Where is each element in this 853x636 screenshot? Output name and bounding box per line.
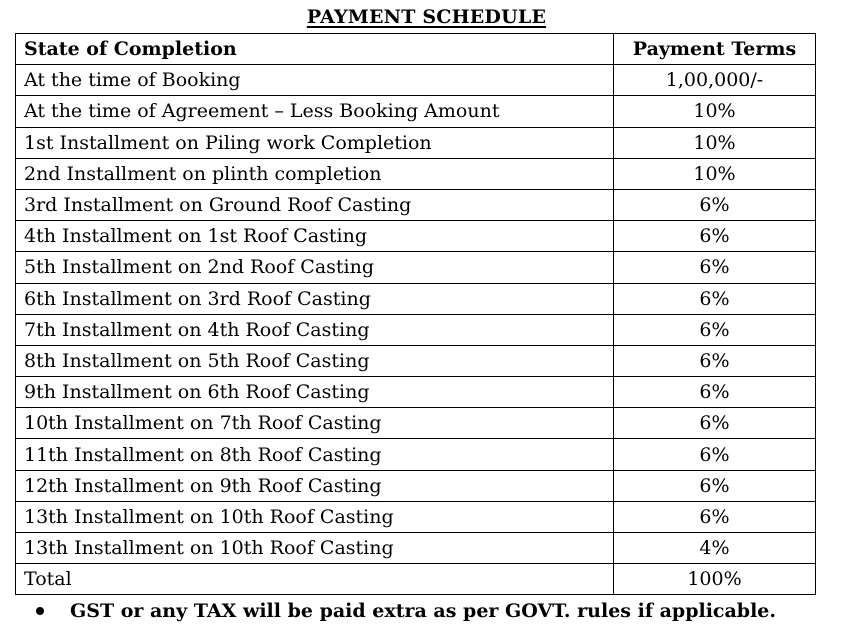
stage-cell: 10th Installment on 7th Roof Casting: [16, 408, 614, 439]
table-row: [16, 408, 816, 439]
terms-cell: 6%: [614, 314, 816, 345]
table-row: [16, 470, 816, 501]
page-title-text: PAYMENT SCHEDULE: [306, 6, 547, 28]
stage-cell: 13th Installment on 10th Roof Casting: [16, 533, 614, 564]
terms-cell: 6%: [614, 501, 816, 532]
stage-cell: 3rd Installment on Ground Roof Casting: [16, 189, 614, 220]
tax-note: [36, 600, 776, 622]
table-row: [16, 345, 816, 376]
page-title: [0, 6, 853, 28]
stage-cell: 6th Installment on 3rd Roof Casting: [16, 283, 614, 314]
header-terms: Payment Terms: [614, 34, 816, 65]
table-row: [16, 189, 816, 220]
terms-cell: 6%: [614, 408, 816, 439]
table-row: [16, 158, 816, 189]
terms-cell: 6%: [614, 221, 816, 252]
terms-cell: 10%: [614, 96, 816, 127]
table-row: [16, 439, 816, 470]
header-stage: State of Completion: [16, 34, 614, 65]
bullet-icon: [36, 607, 44, 615]
terms-cell: 10%: [614, 127, 816, 158]
table-row: [16, 96, 816, 127]
stage-cell: 9th Installment on 6th Roof Casting: [16, 377, 614, 408]
terms-cell: 6%: [614, 283, 816, 314]
terms-cell: 6%: [614, 252, 816, 283]
table-row: [16, 377, 816, 408]
stage-cell: 5th Installment on 2nd Roof Casting: [16, 252, 614, 283]
payment-schedule-table: [15, 33, 816, 595]
stage-cell: At the time of Booking: [16, 65, 614, 96]
stage-cell: At the time of Agreement – Less Booking Amount: [16, 96, 614, 127]
table-row: [16, 501, 816, 532]
tax-note-text: GST or any TAX will be paid extra as per GOVT. rules if applicable.: [70, 600, 777, 622]
table-row: [16, 127, 816, 158]
terms-cell: 6%: [614, 189, 816, 220]
terms-cell: 1,00,000/-: [614, 65, 816, 96]
table-row: [16, 252, 816, 283]
stage-cell: 2nd Installment on plinth completion: [16, 158, 614, 189]
table-row: [16, 65, 816, 96]
terms-cell: 6%: [614, 470, 816, 501]
table-header-row: [16, 34, 816, 65]
terms-cell: 4%: [614, 533, 816, 564]
terms-cell: 10%: [614, 158, 816, 189]
total-label: Total: [16, 564, 614, 595]
stage-cell: 12th Installment on 9th Roof Casting: [16, 470, 614, 501]
stage-cell: 1st Installment on Piling work Completion: [16, 127, 614, 158]
stage-cell: 4th Installment on 1st Roof Casting: [16, 221, 614, 252]
terms-cell: 6%: [614, 439, 816, 470]
stage-cell: 7th Installment on 4th Roof Casting: [16, 314, 614, 345]
table-row: [16, 283, 816, 314]
total-value: 100%: [614, 564, 816, 595]
stage-cell: 11th Installment on 8th Roof Casting: [16, 439, 614, 470]
total-row: [16, 564, 816, 595]
stage-cell: 8th Installment on 5th Roof Casting: [16, 345, 614, 376]
terms-cell: 6%: [614, 377, 816, 408]
table-row: [16, 533, 816, 564]
terms-cell: 6%: [614, 345, 816, 376]
stage-cell: 13th Installment on 10th Roof Casting: [16, 501, 614, 532]
table-row: [16, 221, 816, 252]
table-row: [16, 314, 816, 345]
